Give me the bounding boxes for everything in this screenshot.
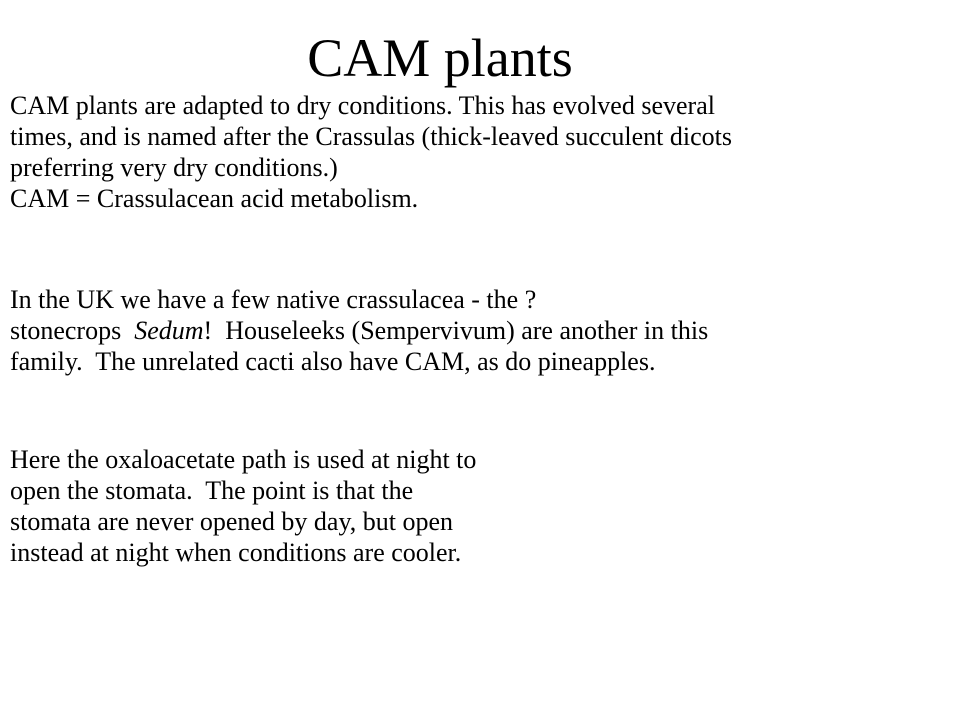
text-line: instead at night when conditions are cooler. [10,538,462,567]
text-line [10,315,708,346]
slide-title: CAM plants [307,28,573,88]
text-line: CAM plants are adapted to dry conditions. This has evolved several [10,91,715,120]
genus-name-italic: Sedum [134,316,204,345]
text-segment: ! Houseleeks (Sempervivum) are another in this [203,316,709,345]
text-line: CAM = Crassulacean acid metabolism. [10,184,419,213]
text-line: times, and is named after the Crassulas (thick-leaved succulent dicots [10,122,732,151]
text-line: stomata are never opened by day, but open [10,507,454,536]
paragraph-stomata [10,444,476,568]
text-segment: stonecrops [10,316,135,345]
text-line: In the UK we have a few native crassulacea - the ? [10,285,537,314]
text-line: Here the oxaloacetate path is used at night to [10,445,477,474]
paragraph-uk-crassulacea [10,284,708,377]
text-line: preferring very dry conditions.) [10,153,338,182]
paragraph-cam-intro [10,90,732,214]
text-line: open the stomata. The point is that the [10,476,414,505]
text-line: family. The unrelated cacti also have CAM, as do pineapples. [10,347,656,376]
